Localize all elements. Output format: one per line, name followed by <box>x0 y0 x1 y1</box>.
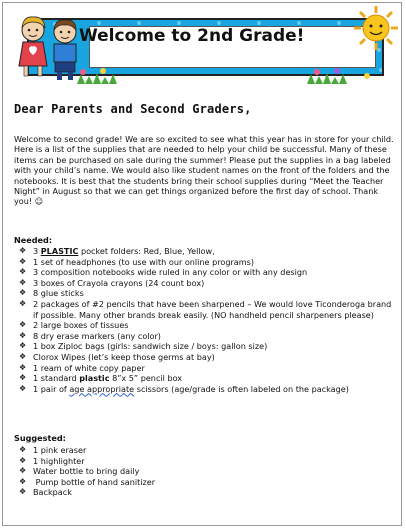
welcome-banner <box>7 4 400 88</box>
suggested-label: Suggested: <box>14 433 66 443</box>
diamond-bullet-icon: ❖ <box>19 351 27 361</box>
banner-title: Welcome to 2nd Grade! <box>79 26 305 46</box>
list-item: ❖ 1 set of headphones (to use with our online programs) <box>19 256 255 267</box>
list-item: ❖ Backpack <box>19 487 72 498</box>
list-item: ❖ 1 pink eraser <box>19 445 87 455</box>
diamond-bullet-icon: ❖ <box>19 383 27 393</box>
diamond-bullet-icon: ❖ <box>19 362 27 372</box>
diamond-bullet-icon: ❖ <box>19 256 27 266</box>
list-item: ❖ 1 pair of age appropriate scissors (age/grade is often labeled on the package) <box>19 383 349 394</box>
diamond-bullet-icon: ❖ <box>19 320 27 330</box>
list-item: ❖ 3 boxes of Crayola crayons (24 count box) <box>19 277 205 288</box>
list-item: ❖ 8 dry erase markers (any color) <box>19 330 161 341</box>
list-item: ❖ 1 standard plastic 8”x 5” pencil box <box>19 373 183 384</box>
diamond-bullet-icon: ❖ <box>19 455 27 465</box>
diamond-bullet-icon: ❖ <box>19 466 27 476</box>
list-item: ❖ Water bottle to bring daily <box>19 466 140 477</box>
letter-heading: Dear Parents and Second Graders, <box>14 102 252 116</box>
list-item: ❖ Clorox Wipes (let’s keep those germs at bay) <box>19 351 215 362</box>
list-item: ❖ Pump bottle of hand sanitizer <box>19 476 156 487</box>
list-item: ❖ 1 ream of white copy paper <box>19 362 145 373</box>
needed-list <box>18 246 398 394</box>
diamond-bullet-icon: ❖ <box>19 298 27 308</box>
list-item: ❖ 3 composition notebooks wide ruled in any color or with any design <box>19 267 308 278</box>
list-item: ❖ 2 large boxes of tissues <box>19 320 129 331</box>
list-item: ❖ 1 box Ziploc bags (girls: sandwich size / boys: gallon size) <box>19 341 268 352</box>
grass-flowers-icon <box>7 64 400 88</box>
list-item: ❖ 1 highlighter <box>19 455 85 466</box>
diamond-bullet-icon: ❖ <box>19 330 27 340</box>
diamond-bullet-icon: ❖ <box>19 246 27 255</box>
diamond-bullet-icon: ❖ <box>19 288 27 298</box>
list-item: ❖ 8 glue sticks <box>19 288 84 299</box>
diamond-bullet-icon: ❖ <box>19 341 27 351</box>
diamond-bullet-icon: ❖ <box>19 487 27 497</box>
list-item: ❖ 2 packages of #2 pencils that have been sharpened – We would love Ticonderoga brand if possible. Many other brands break easily. (NO handheld pencil sharpeners please) <box>19 298 392 320</box>
diamond-bullet-icon: ❖ <box>19 476 27 486</box>
diamond-bullet-icon: ❖ <box>19 373 27 383</box>
suggested-list <box>18 445 398 498</box>
intro-paragraph: Welcome to second grade! We are so excited to see what this year has in store for your child. Here is a list of the supplies that are needed to help your child be successful. Many of these items can be purchased on sale during the summer! Please put the supplies in a bag labeled with your child’s name. We would also like student names on the front of the folders and the notebooks. It is best that the students bring their school supplies during “Meet the Teacher Night” in August so that we can get things organized before the first day of school. Thank you! ☺ <box>14 134 394 207</box>
list-item: ❖ 3 PLASTIC pocket folders: Red, Blue, Yellow, <box>19 246 215 256</box>
diamond-bullet-icon: ❖ <box>19 277 27 287</box>
diamond-bullet-icon: ❖ <box>19 267 27 277</box>
sun-icon <box>352 4 400 52</box>
needed-label: Needed: <box>14 235 53 245</box>
diamond-bullet-icon: ❖ <box>19 445 27 454</box>
